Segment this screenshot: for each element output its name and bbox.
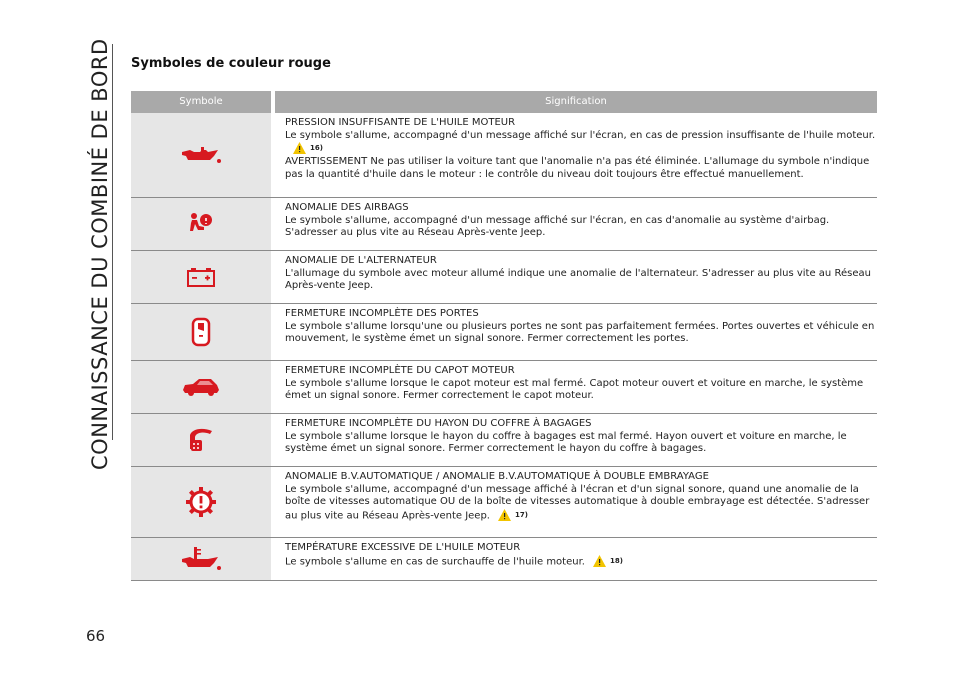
footnote-ref: 16) (310, 144, 323, 152)
symbol-cell (131, 538, 271, 580)
row-title: TEMPÉRATURE EXCESSIVE DE L'HUILE MOTEUR (285, 542, 521, 553)
row-text: Le symbole s'allume, accompagné d'un message affiché à l'écran et d'un signal sonore, quand une anomalie de la boîte de vitesses automatique OU de la boîte de vitesses automatique à double embrayage est détectée. S'adresser au plus vite au Réseau Après-vente Jeep. (285, 483, 870, 521)
door-open-icon (190, 317, 212, 347)
row-text: Le symbole s'allume lorsqu'une ou plusieurs portes ne sont pas parfaitement fermées. Portes ouvertes et véhicule en mouvement, le système émet un signal sonore. Fermer correctement les portes. (285, 320, 875, 344)
symbol-cell (131, 304, 271, 360)
meaning-cell (271, 304, 877, 360)
row-text: Le symbole s'allume, accompagné d'un message affiché sur l'écran, en cas de pression insuffisante de l'huile moteur. (285, 129, 876, 141)
warning-triangle-icon (293, 142, 306, 154)
row-text: L'allumage du symbole avec moteur allumé indique une anomalie de l'alternateur. S'adresser au plus vite au Réseau Après-vente Jeep. (285, 267, 871, 291)
table-row (131, 467, 877, 538)
battery-icon (186, 266, 216, 288)
airbag-icon (188, 211, 214, 237)
gearbox-fault-icon (185, 486, 217, 518)
warning-triangle-icon (593, 555, 606, 567)
row-warning-text: AVERTISSEMENT Ne pas utiliser la voiture tant que l'anomalie n'a pas été éliminée. L'allumage du symbole n'indique pas la quantité d'huile dans le moteur : le contrôle du niveau doit toujours être effectué manuellement. (285, 156, 870, 180)
footnote-ref: 18) (609, 556, 623, 565)
table-row (131, 113, 877, 198)
row-title: ANOMALIE DES AIRBAGS (285, 202, 409, 213)
meaning-cell (271, 467, 877, 537)
warning-line (285, 142, 877, 156)
meaning-cell (271, 198, 877, 250)
row-text: Le symbole s'allume, accompagné d'un message affiché sur l'écran, en cas d'anomalie au système d'airbag. S'adresser au plus vite au Réseau Après-vente Jeep. (285, 214, 830, 238)
row-title: FERMETURE INCOMPLÈTE DU HAYON DU COFFRE À BAGAGES (285, 418, 592, 429)
meaning-cell (271, 538, 877, 580)
symbol-cell (131, 198, 271, 250)
row-title: FERMETURE INCOMPLÈTE DU CAPOT MOTEUR (285, 365, 515, 376)
symbol-cell (131, 467, 271, 537)
row-title: ANOMALIE B.V.AUTOMATIQUE / ANOMALIE B.V.AUTOMATIQUE À DOUBLE EMBRAYAGE (285, 471, 709, 482)
row-title: FERMETURE INCOMPLÈTE DES PORTES (285, 308, 479, 319)
hood-open-icon (181, 376, 221, 398)
oil-pressure-icon (178, 144, 224, 166)
row-text: Le symbole s'allume lorsque le hayon du coffre à bagages est mal fermé. Hayon ouvert et voiture en marche, le système émet un signal sonore. Fermer correctement le hayon du coffre à bagages. (285, 430, 847, 454)
tailgate-open-icon (186, 425, 216, 455)
chapter-divider (112, 44, 113, 440)
table-row (131, 414, 877, 467)
symbol-cell (131, 361, 271, 413)
meaning-cell (271, 251, 877, 303)
symbol-cell (131, 251, 271, 303)
footnote-ref: 17) (514, 510, 528, 519)
oil-temperature-icon (178, 546, 224, 572)
section-title: Symboles de couleur rouge (131, 56, 331, 71)
chapter-title: CONNAISSANCE DU COMBINÉ DE BORD (88, 38, 112, 470)
symbols-table (131, 91, 877, 581)
table-row (131, 198, 877, 251)
table-row (131, 304, 877, 361)
row-text: Le symbole s'allume lorsque le capot moteur est mal fermé. Capot moteur ouvert et voiture en marche, le système émet un signal sonore. Fermer correctement le capot moteur. (285, 377, 864, 401)
row-title: ANOMALIE DE L'ALTERNATEUR (285, 255, 437, 266)
meaning-cell (271, 361, 877, 413)
meaning-cell (271, 414, 877, 466)
table-row (131, 538, 877, 581)
table-row (131, 251, 877, 304)
header-symbol: Symbole (179, 96, 223, 107)
symbol-cell (131, 414, 271, 466)
page-number: 66 (86, 627, 106, 645)
meaning-cell (271, 113, 877, 197)
row-title: PRESSION INSUFFISANTE DE L'HUILE MOTEUR (285, 117, 516, 128)
row-text: Le symbole s'allume en cas de surchauffe de l'huile moteur. (285, 555, 585, 567)
table-header (131, 91, 877, 113)
symbol-cell (131, 113, 271, 197)
table-row (131, 361, 877, 414)
warning-triangle-icon (498, 509, 511, 521)
header-meaning: Signification (271, 91, 877, 113)
